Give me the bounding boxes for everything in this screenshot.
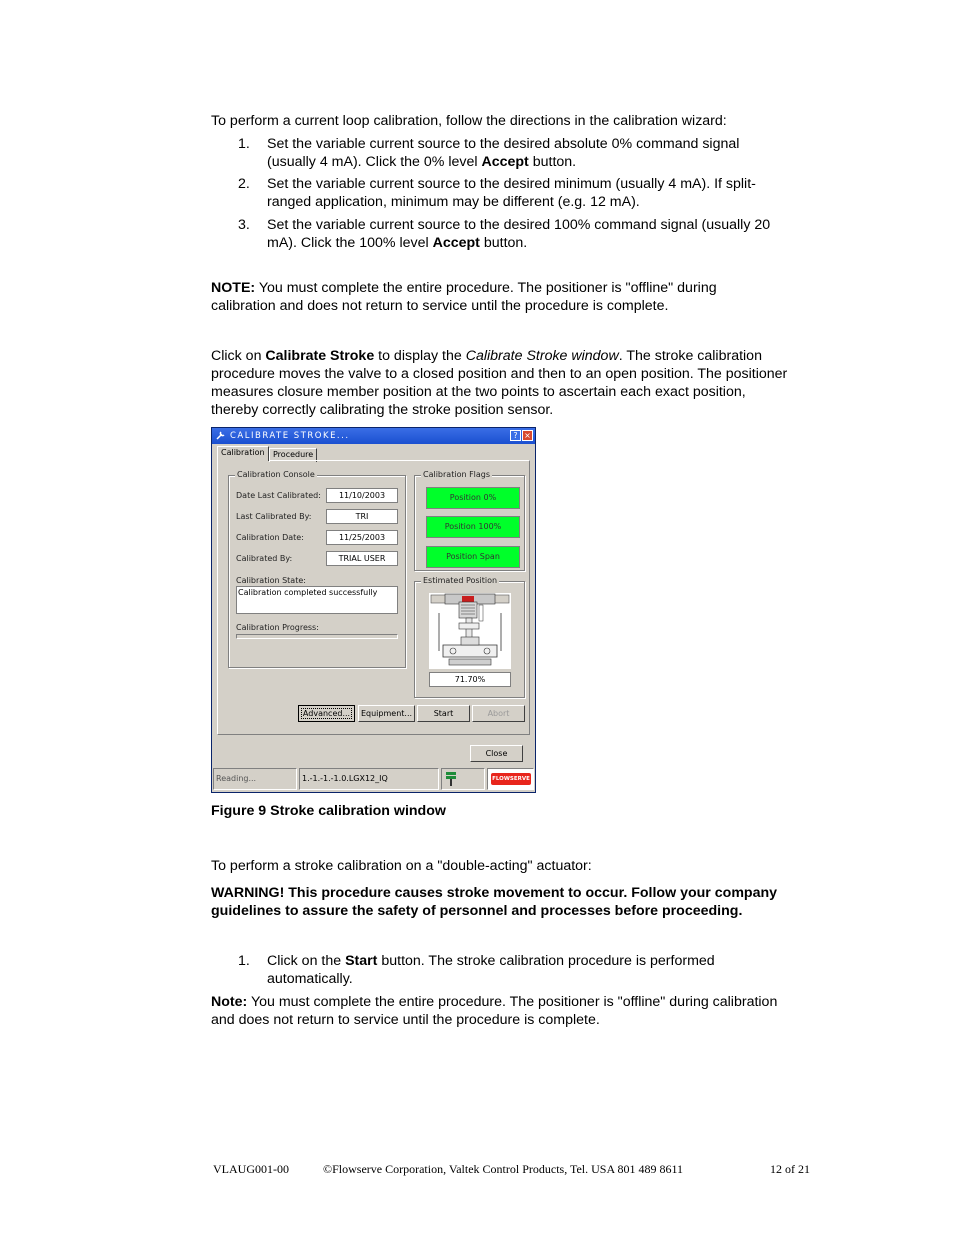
calibrate-stroke-dialog xyxy=(211,427,536,793)
date-last-calibrated-field: 11/10/2003 xyxy=(326,488,398,503)
note-text: You must complete the entire procedure. The positioner is "offline" during calibration xyxy=(247,994,778,1010)
abort-button[interactable]: Abort xyxy=(472,705,525,722)
step-number: 2. xyxy=(238,176,250,192)
equipment-button[interactable]: Equipment... xyxy=(358,705,415,722)
group-label: Estimated Position xyxy=(423,576,498,585)
para-text: . The stroke calibration xyxy=(618,348,762,364)
step-text: button. xyxy=(479,235,528,251)
window-name-emphasis: Calibrate Stroke window xyxy=(465,348,619,364)
connection-icon xyxy=(444,771,458,787)
warning-paragraph xyxy=(211,884,777,920)
double-acting-text: To perform a stroke calibration on a "double-acting" actuator: xyxy=(211,858,592,874)
para-text: Click on xyxy=(211,348,266,364)
warning-text: WARNING! This procedure causes stroke movement to occur. Follow your company xyxy=(211,885,778,901)
step-text: mA). Click the 100% level xyxy=(267,235,433,251)
status-text: Reading... xyxy=(213,768,297,790)
step-text: Set the variable current source to the desired minimum (usually 4 mA). If split- xyxy=(267,176,756,192)
help-button[interactable]: ? xyxy=(510,430,521,441)
intro-text: To perform a current loop calibration, follow the directions in the calibration wizard: xyxy=(211,113,727,129)
calibrated-by-label: Calibrated By: xyxy=(236,554,293,563)
step-text: Set the variable current source to the desired absolute 0% command signal xyxy=(267,136,740,152)
footer-doc-id: VLAUG001-00 xyxy=(213,1162,289,1176)
last-calibrated-by-field: TRI xyxy=(326,509,398,524)
step-text: button. xyxy=(528,154,577,170)
footer-page-number: 12 of 21 xyxy=(770,1162,810,1176)
step-number: 1. xyxy=(238,136,250,152)
calibration-date-field: 11/25/2003 xyxy=(326,530,398,545)
calibration-progress-label: Calibration Progress: xyxy=(236,623,319,632)
note-label: Note: xyxy=(211,994,248,1010)
estimated-position-value: 71.70% xyxy=(429,672,511,687)
start-button[interactable]: Start xyxy=(417,705,470,722)
note-text: calibration and does not return to service until the procedure is complete. xyxy=(211,298,669,314)
group-label: Calibration Flags xyxy=(423,470,491,479)
flowserve-logo: FLOWSERVE xyxy=(491,773,531,785)
estimated-position-group xyxy=(414,576,525,698)
para-text: procedure moves the valve to a closed position and then to an open position. The positioner xyxy=(211,366,788,382)
note-paragraph xyxy=(211,993,777,1029)
start-emphasis: Start xyxy=(345,953,378,969)
stroke-paragraph xyxy=(211,347,787,419)
step-text: button. The stroke calibration procedure is performed xyxy=(377,953,715,969)
device-tag: 1.-1.-1.-1.0.LGX12_IQ xyxy=(299,768,439,790)
note-label: NOTE: xyxy=(211,280,256,296)
para-text: thereby correctly calibrating the stroke position sensor. xyxy=(211,402,554,418)
note-text: and does not return to service until the procedure is complete. xyxy=(211,1012,600,1028)
flag-position-0: Position 0% xyxy=(426,487,520,509)
step-number: 3. xyxy=(238,217,250,233)
tab-panel xyxy=(217,460,530,735)
calibration-state-field: Calibration completed successfully xyxy=(236,586,398,614)
para-text: measures closure member position at the two points to ascertain each exact position, xyxy=(211,384,746,400)
flag-position-span: Position Span xyxy=(426,546,520,568)
footer-copyright: ©Flowserve Corporation, Valtek Control Products, Tel. USA 801 489 8611 xyxy=(323,1162,684,1176)
step-number: 1. xyxy=(238,953,250,969)
date-last-calibrated-label: Date Last Calibrated: xyxy=(236,491,321,500)
valve-icon xyxy=(429,593,511,669)
step-text: ranged application, minimum may be different (e.g. 12 mA). xyxy=(267,194,640,210)
flowserve-logo-cell xyxy=(487,768,534,790)
step-text: automatically. xyxy=(267,971,353,987)
step-text: (usually 4 mA). Click the 0% level xyxy=(267,154,482,170)
close-window-button[interactable]: × xyxy=(522,430,533,441)
step-text: Click on the xyxy=(267,953,346,969)
last-calibrated-by-label: Last Calibrated By: xyxy=(236,512,312,521)
figure-caption: Figure 9 Stroke calibration window xyxy=(211,803,446,819)
wrench-icon xyxy=(216,430,226,440)
tab-calibration[interactable]: Calibration xyxy=(217,446,269,461)
step-text: Set the variable current source to the desired 100% command signal (usually 20 xyxy=(267,217,771,233)
calibration-date-label: Calibration Date: xyxy=(236,533,304,542)
calibrate-stroke-emphasis: Calibrate Stroke xyxy=(265,348,375,364)
dialog-title: CALIBRATE STROKE... xyxy=(230,431,350,441)
flag-position-100: Position 100% xyxy=(426,516,520,538)
advanced-button[interactable]: Advanced... xyxy=(298,705,355,722)
calibrated-by-field: TRIAL USER xyxy=(326,551,398,566)
note-text: You must complete the entire procedure. The positioner is "offline" during xyxy=(255,280,717,296)
tab-procedure[interactable]: Procedure xyxy=(269,448,317,462)
calibration-console-group xyxy=(228,470,406,668)
device-status-cell xyxy=(441,768,485,790)
calibration-state-label: Calibration State: xyxy=(236,576,306,585)
para-text: to display the xyxy=(374,348,466,364)
accept-emphasis: Accept xyxy=(432,235,480,251)
warning-text: guidelines to assure the safety of personnel and processes before proceeding. xyxy=(211,903,743,919)
calibration-progress-bar xyxy=(236,634,398,639)
close-button[interactable]: Close xyxy=(470,745,523,762)
title-bar xyxy=(212,428,535,444)
note-paragraph xyxy=(211,279,717,315)
accept-emphasis: Accept xyxy=(481,154,529,170)
group-label: Calibration Console xyxy=(237,470,315,479)
